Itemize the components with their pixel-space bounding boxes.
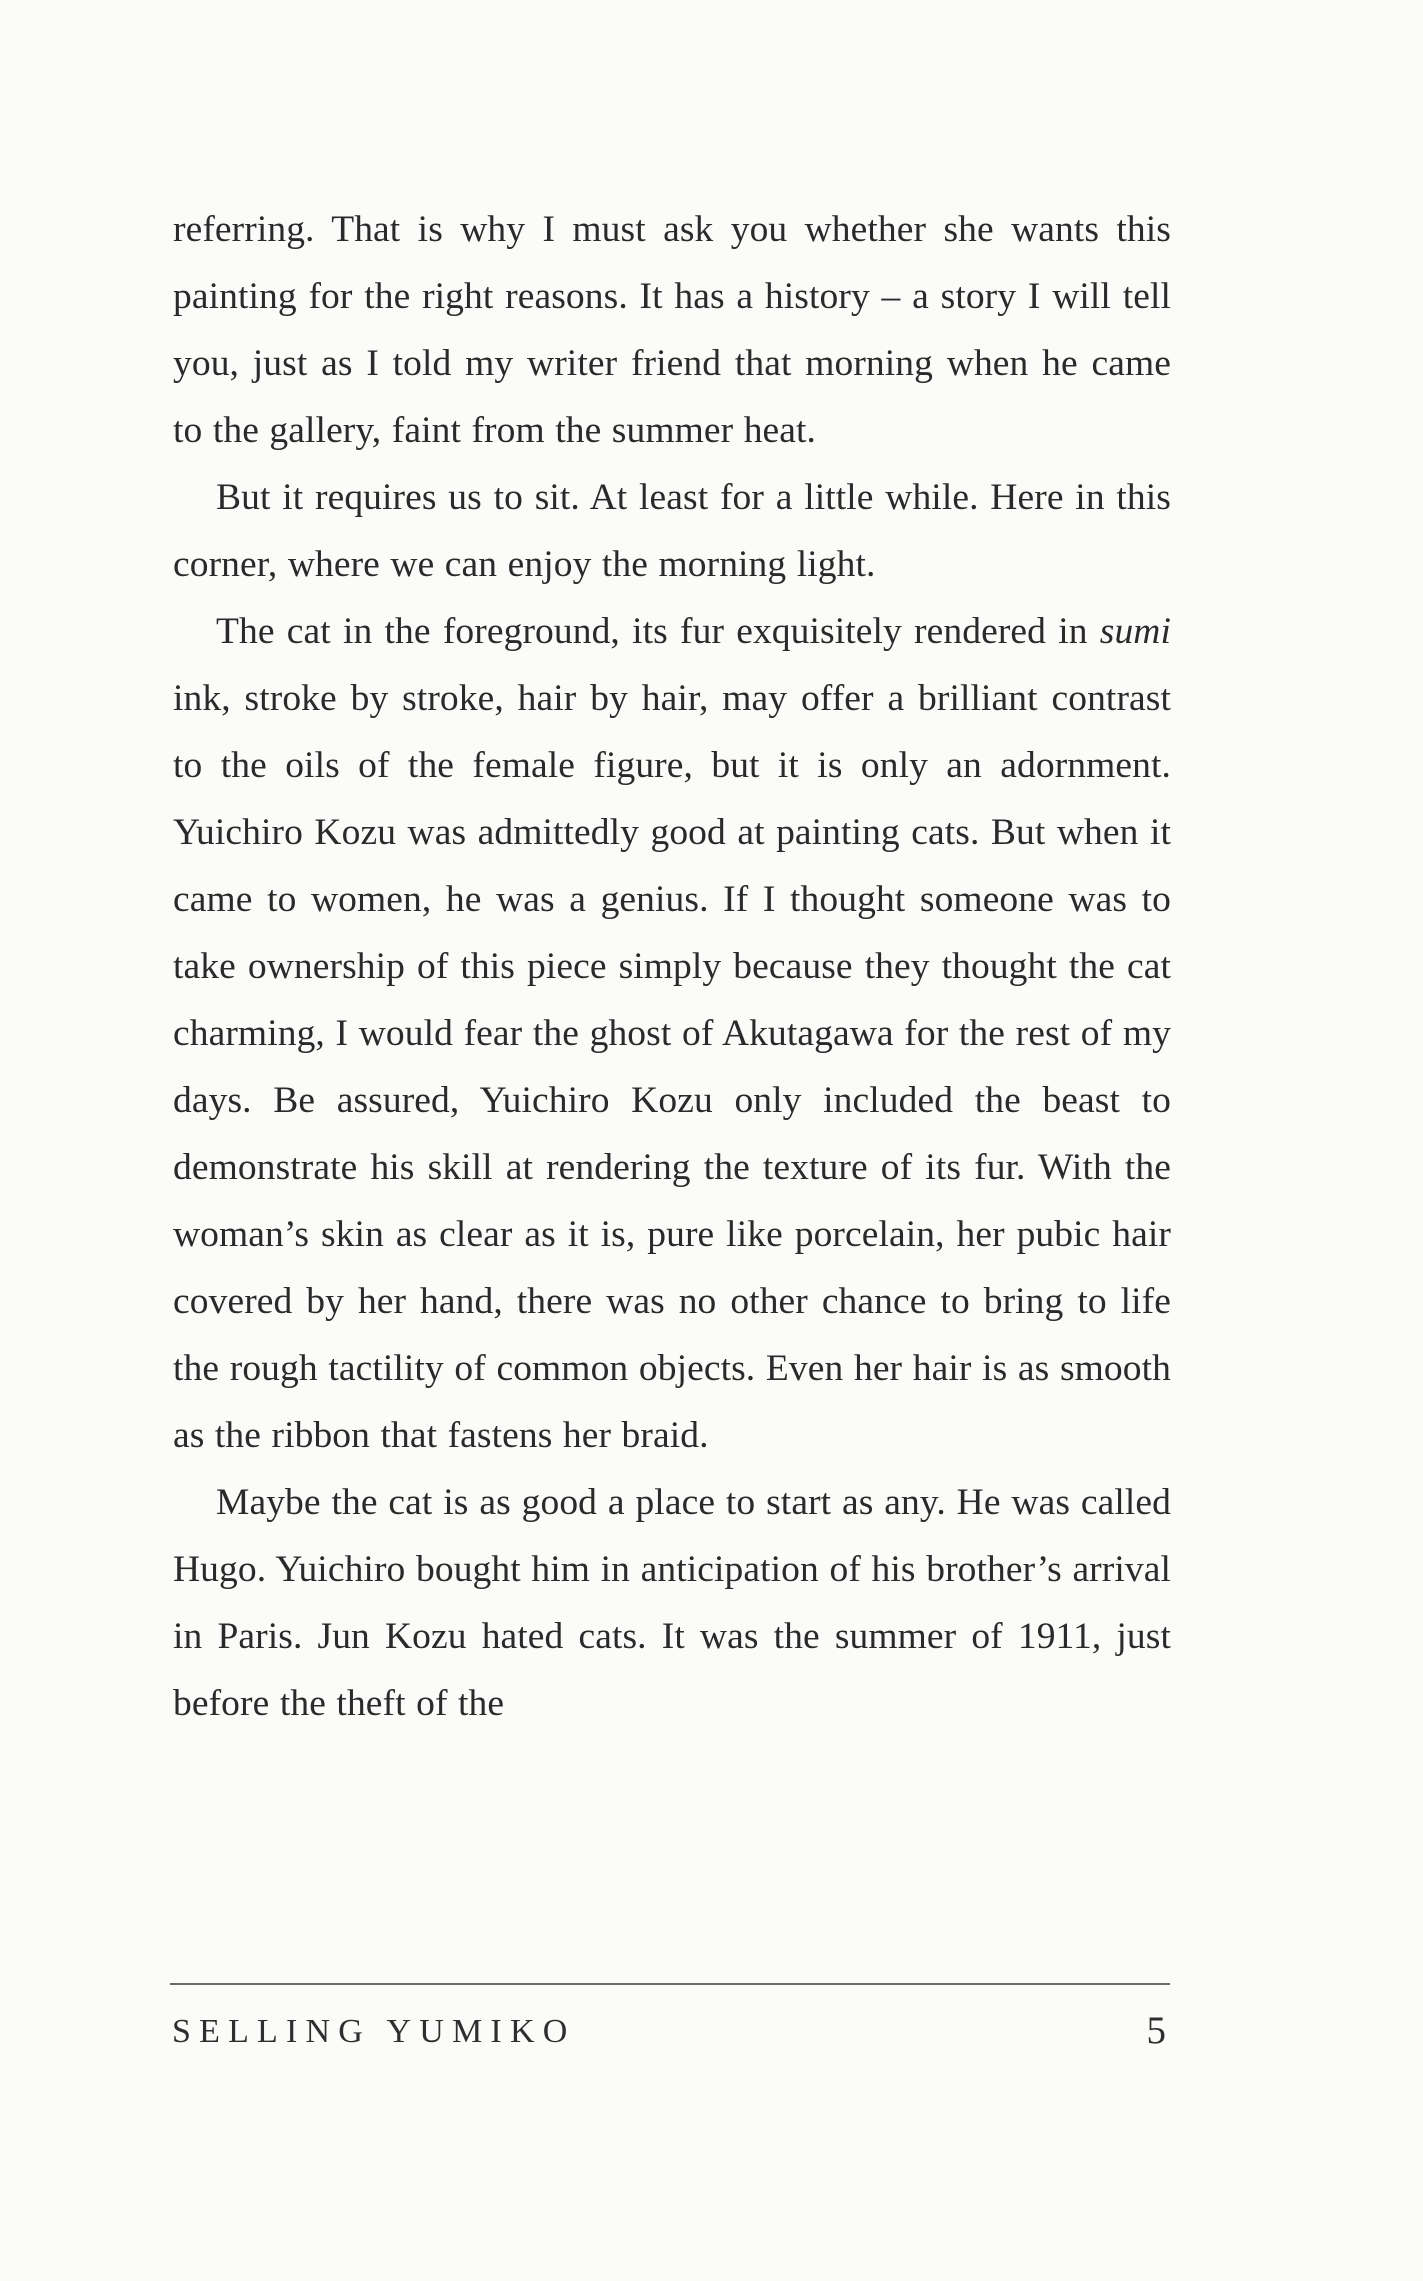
footer-rule	[170, 1983, 1170, 1985]
paragraph-3	[173, 598, 1171, 1469]
paragraph-3-emphasis: sumi	[1099, 611, 1171, 652]
paragraph-3-part-1: The cat in the foreground, its fur exquisitely rendered in	[216, 611, 1100, 652]
paragraph-4: Maybe the cat is as good a place to start as any. He was called Hugo. Yuichiro bought him in anticipation of his brother’s arrival in Paris. Jun Kozu hated cats. It was the summer of 1911, just before the theft of the	[173, 1482, 1171, 1724]
page-number: 5	[1146, 2009, 1166, 2052]
paragraph-1: referring. That is why I must ask you whether she wants this painting for the right reasons. It has a history – a story I will tell you, just as I told my writer friend that morning when he came to the gallery, faint from the summer heat.	[173, 209, 1171, 451]
running-title: SELLING YUMIKO	[172, 2013, 576, 2050]
paragraph-3-part-2: ink, stroke by stroke, hair by hair, may offer a brilliant contrast to the oils of the female figure, but it is only an adornment. Yuichiro Kozu was admittedly good at painting cats. But when it came to women, he was a genius. If I thought someone was to take ownership of this piece simply because they thought the cat charming, I would fear the ghost of Akutagawa for the rest of my days. Be assured, Yuichiro Kozu only included the beast to demonstrate his skill at rendering the texture of its fur. With the woman’s skin as clear as it is, pure like porcelain, her pubic hair covered by her hand, there was no other chance to bring to life the rough tactility of common objects. Even her hair is as smooth as the ribbon that fastens her braid.	[173, 678, 1171, 1456]
body-text	[173, 196, 1171, 1737]
paragraph-2: But it requires us to sit. At least for a little while. Here in this corner, where we can enjoy the morning light.	[173, 477, 1171, 585]
